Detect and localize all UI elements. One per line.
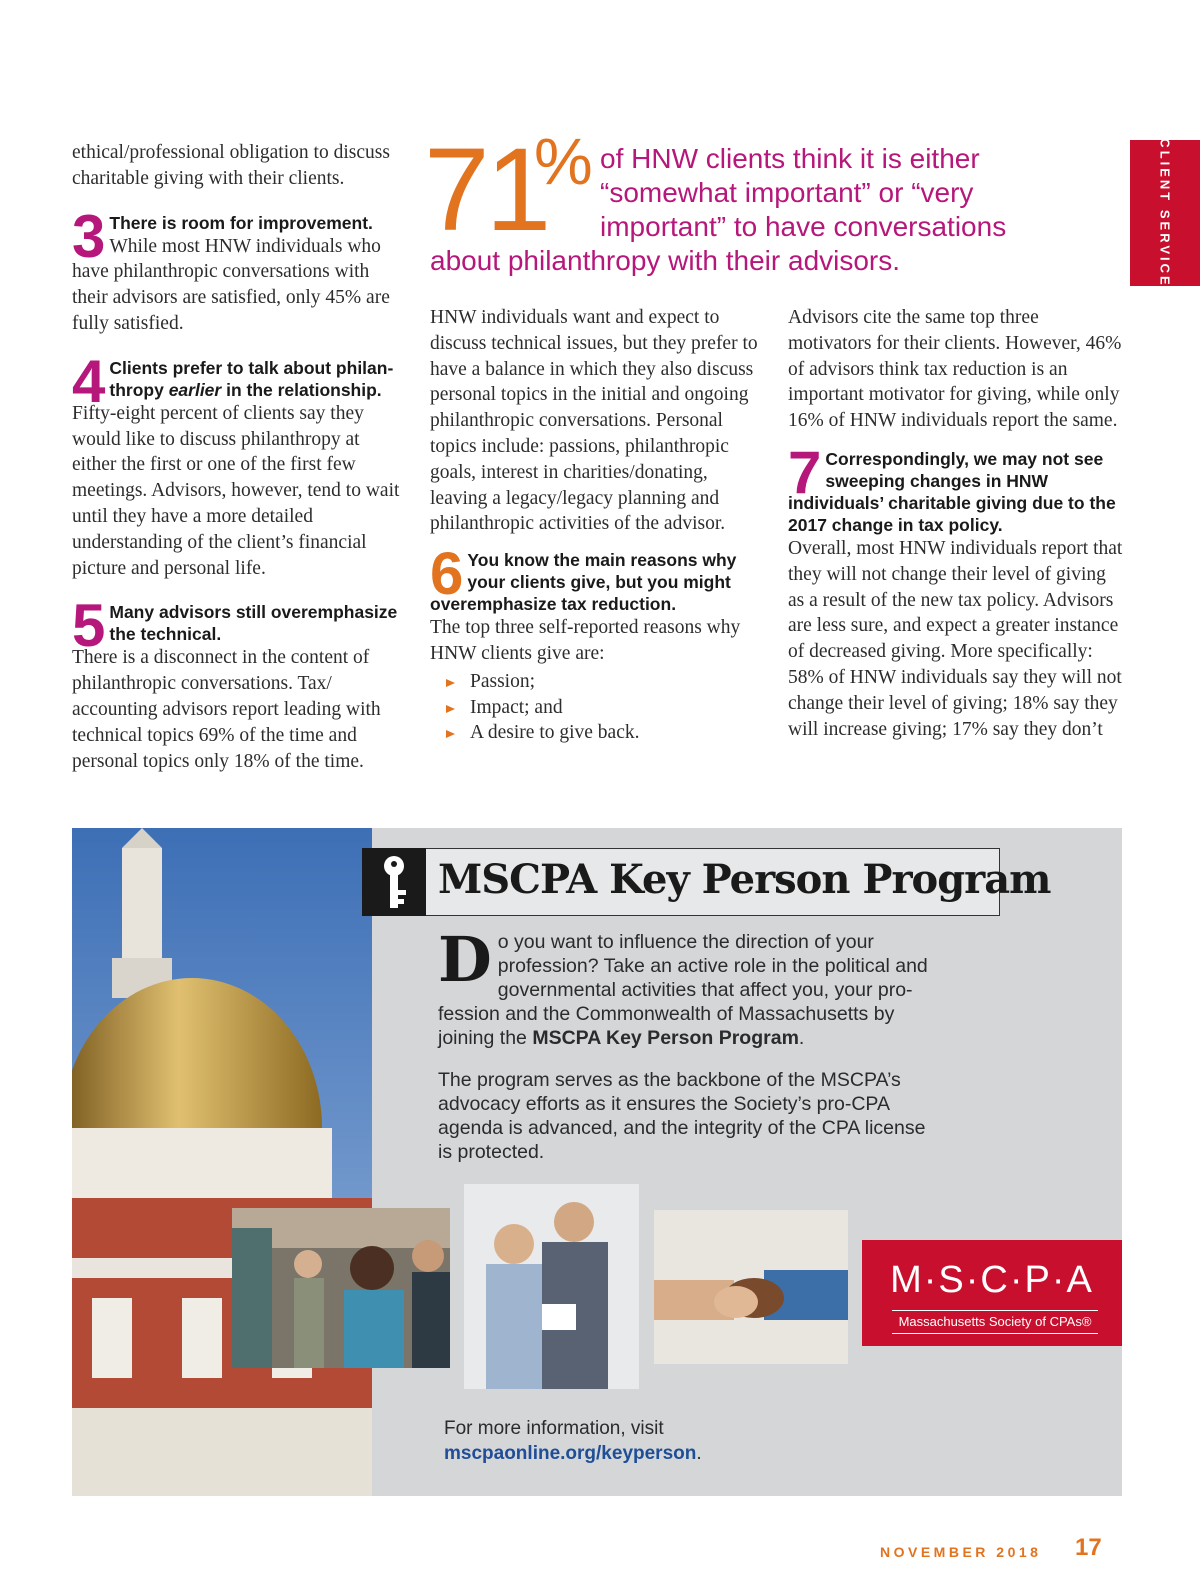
stat-line: about philanthropy with their advisors.: [430, 245, 901, 276]
section-tab-label: CLIENT SERVICE: [1157, 138, 1173, 288]
key-person-link[interactable]: mscpaonline.org/keyperson: [444, 1443, 697, 1464]
point-heading: Correspondingly, we may not see sweeping changes in HNW individuals’ charitable giving due to the 2017 change in tax policy.: [788, 448, 1116, 535]
logo-tagline: Massachusetts Society of CPAs®: [892, 1310, 1098, 1334]
page-number: 17: [1075, 1534, 1102, 1561]
point-body: While most HNW individuals who have philanthropic conversations with their advisors are satisfied, only 45% are fully satisfied.: [72, 235, 390, 334]
stat-line: important” to have conversations: [600, 211, 1007, 242]
logo-wordmark: M·S·C·P·A: [890, 1259, 1094, 1301]
key-icon: [362, 848, 426, 916]
article-column-2: [430, 305, 768, 746]
point-body: Fifty-eight percent of clients say they would like to discuss philanthropy at either the first or one of the first few meetings. Advisors, however, tend to wait until they have a more detailed understanding of the client’s financial picture and personal life.: [72, 402, 400, 579]
point-heading: You know the main reasons why your clients give, but you might overemphasize tax reduction.: [430, 550, 737, 615]
point-body: Overall, most HNW individuals report that they will not change their level of giving as a result of the new tax policy. Advisors are less sure, and expect a greater instance of decreased giving. More specifically: 58% of HNW individuals say they will not change their level of giving; 18% say they will increase giving; 17% say they don’t: [788, 537, 1123, 740]
point-heading: Clients prefer to talk about philanthropy earlier in the relationship.: [109, 357, 394, 400]
paragraph: HNW individuals want and expect to discuss technical issues, but they prefer to have a balance in which they also discuss personal topics in the initial and ongoing philanthropic conversations. Personal topics include: passions, philanthropic goals, interest in charities/donating, leaving a legacy/legacy planning and philanthropic activities of the advisor.: [430, 307, 758, 535]
point-number: 6: [430, 540, 464, 608]
point-heading: There is room for improvement.: [109, 212, 373, 233]
ad-body: [438, 923, 938, 1182]
drop-cap: D: [438, 923, 492, 996]
point-number: 7: [788, 438, 822, 506]
point-5: [72, 592, 408, 774]
issue-date: NOVEMBER 2018: [880, 1544, 1042, 1560]
stat-line: “somewhat important” or “very: [600, 177, 974, 208]
stat-callout: [600, 142, 1080, 244]
reasons-list: [430, 669, 768, 746]
handshake-photo: [654, 1210, 848, 1364]
stat-line: of HNW clients think it is either: [600, 143, 980, 174]
point-number: 4: [72, 347, 106, 415]
list-item: Impact; and: [444, 695, 768, 721]
ad-paragraph: The program serves as the backbone of the MSCPA’s advocacy efforts as it ensures the Society’s pro-CPA agenda is advanced, and the integrity of the CPA license is protected.: [438, 1069, 926, 1163]
point-heading: Many advisors still overemphasize the technical.: [109, 602, 398, 645]
point-body: The top three self-reported reasons why HNW clients give are:: [430, 617, 741, 664]
paragraph: ethical/professional obligation to discuss charitable giving with their clients.: [72, 142, 390, 189]
point-7: [788, 438, 1124, 742]
paragraph: Advisors cite the same top three motivators for their clients. However, 46% of advisors think tax reduction is an important motivator for giving, while only 16% of HNW individuals report the same.: [788, 307, 1122, 432]
key-person-ad: [72, 828, 1122, 1496]
section-tab: [1130, 140, 1200, 286]
point-number: 5: [72, 592, 106, 660]
article-column-3: [788, 305, 1124, 742]
ad-paragraph: Do you want to influence the direction of your profession? Take an active role in the political and governmental activities that affect you, your profession and the Commonwealth of Massachusetts by joining the MSCPA Key Person Program.: [438, 923, 928, 1049]
more-info: For more information, visit mscpaonline.org/keyperson.: [444, 1418, 702, 1464]
more-info-text: For more information, visit: [444, 1418, 664, 1439]
mscpa-logo: [862, 1240, 1122, 1346]
point-3: [72, 202, 408, 337]
list-item: Passion;: [444, 669, 768, 695]
point-4: [72, 347, 408, 582]
colleagues-reviewing-documents-photo: [464, 1184, 639, 1389]
stat-number: 71: [424, 124, 548, 256]
ad-title: MSCPA Key Person Program: [438, 856, 1051, 903]
article-column-1: [72, 140, 408, 774]
point-number: 3: [72, 202, 106, 270]
stat-percent-sign: %: [534, 124, 593, 198]
point-6: [430, 540, 768, 667]
list-item: A desire to give back.: [444, 720, 768, 746]
point-body: There is a disconnect in the content of philanthropic conversations. Tax/ accounting advisors report leading with technical topics 69% of the time and personal topics only 18% of the time.: [72, 647, 381, 772]
state-house-dome-image: [72, 828, 372, 1496]
team-meeting-photo: [232, 1208, 450, 1368]
